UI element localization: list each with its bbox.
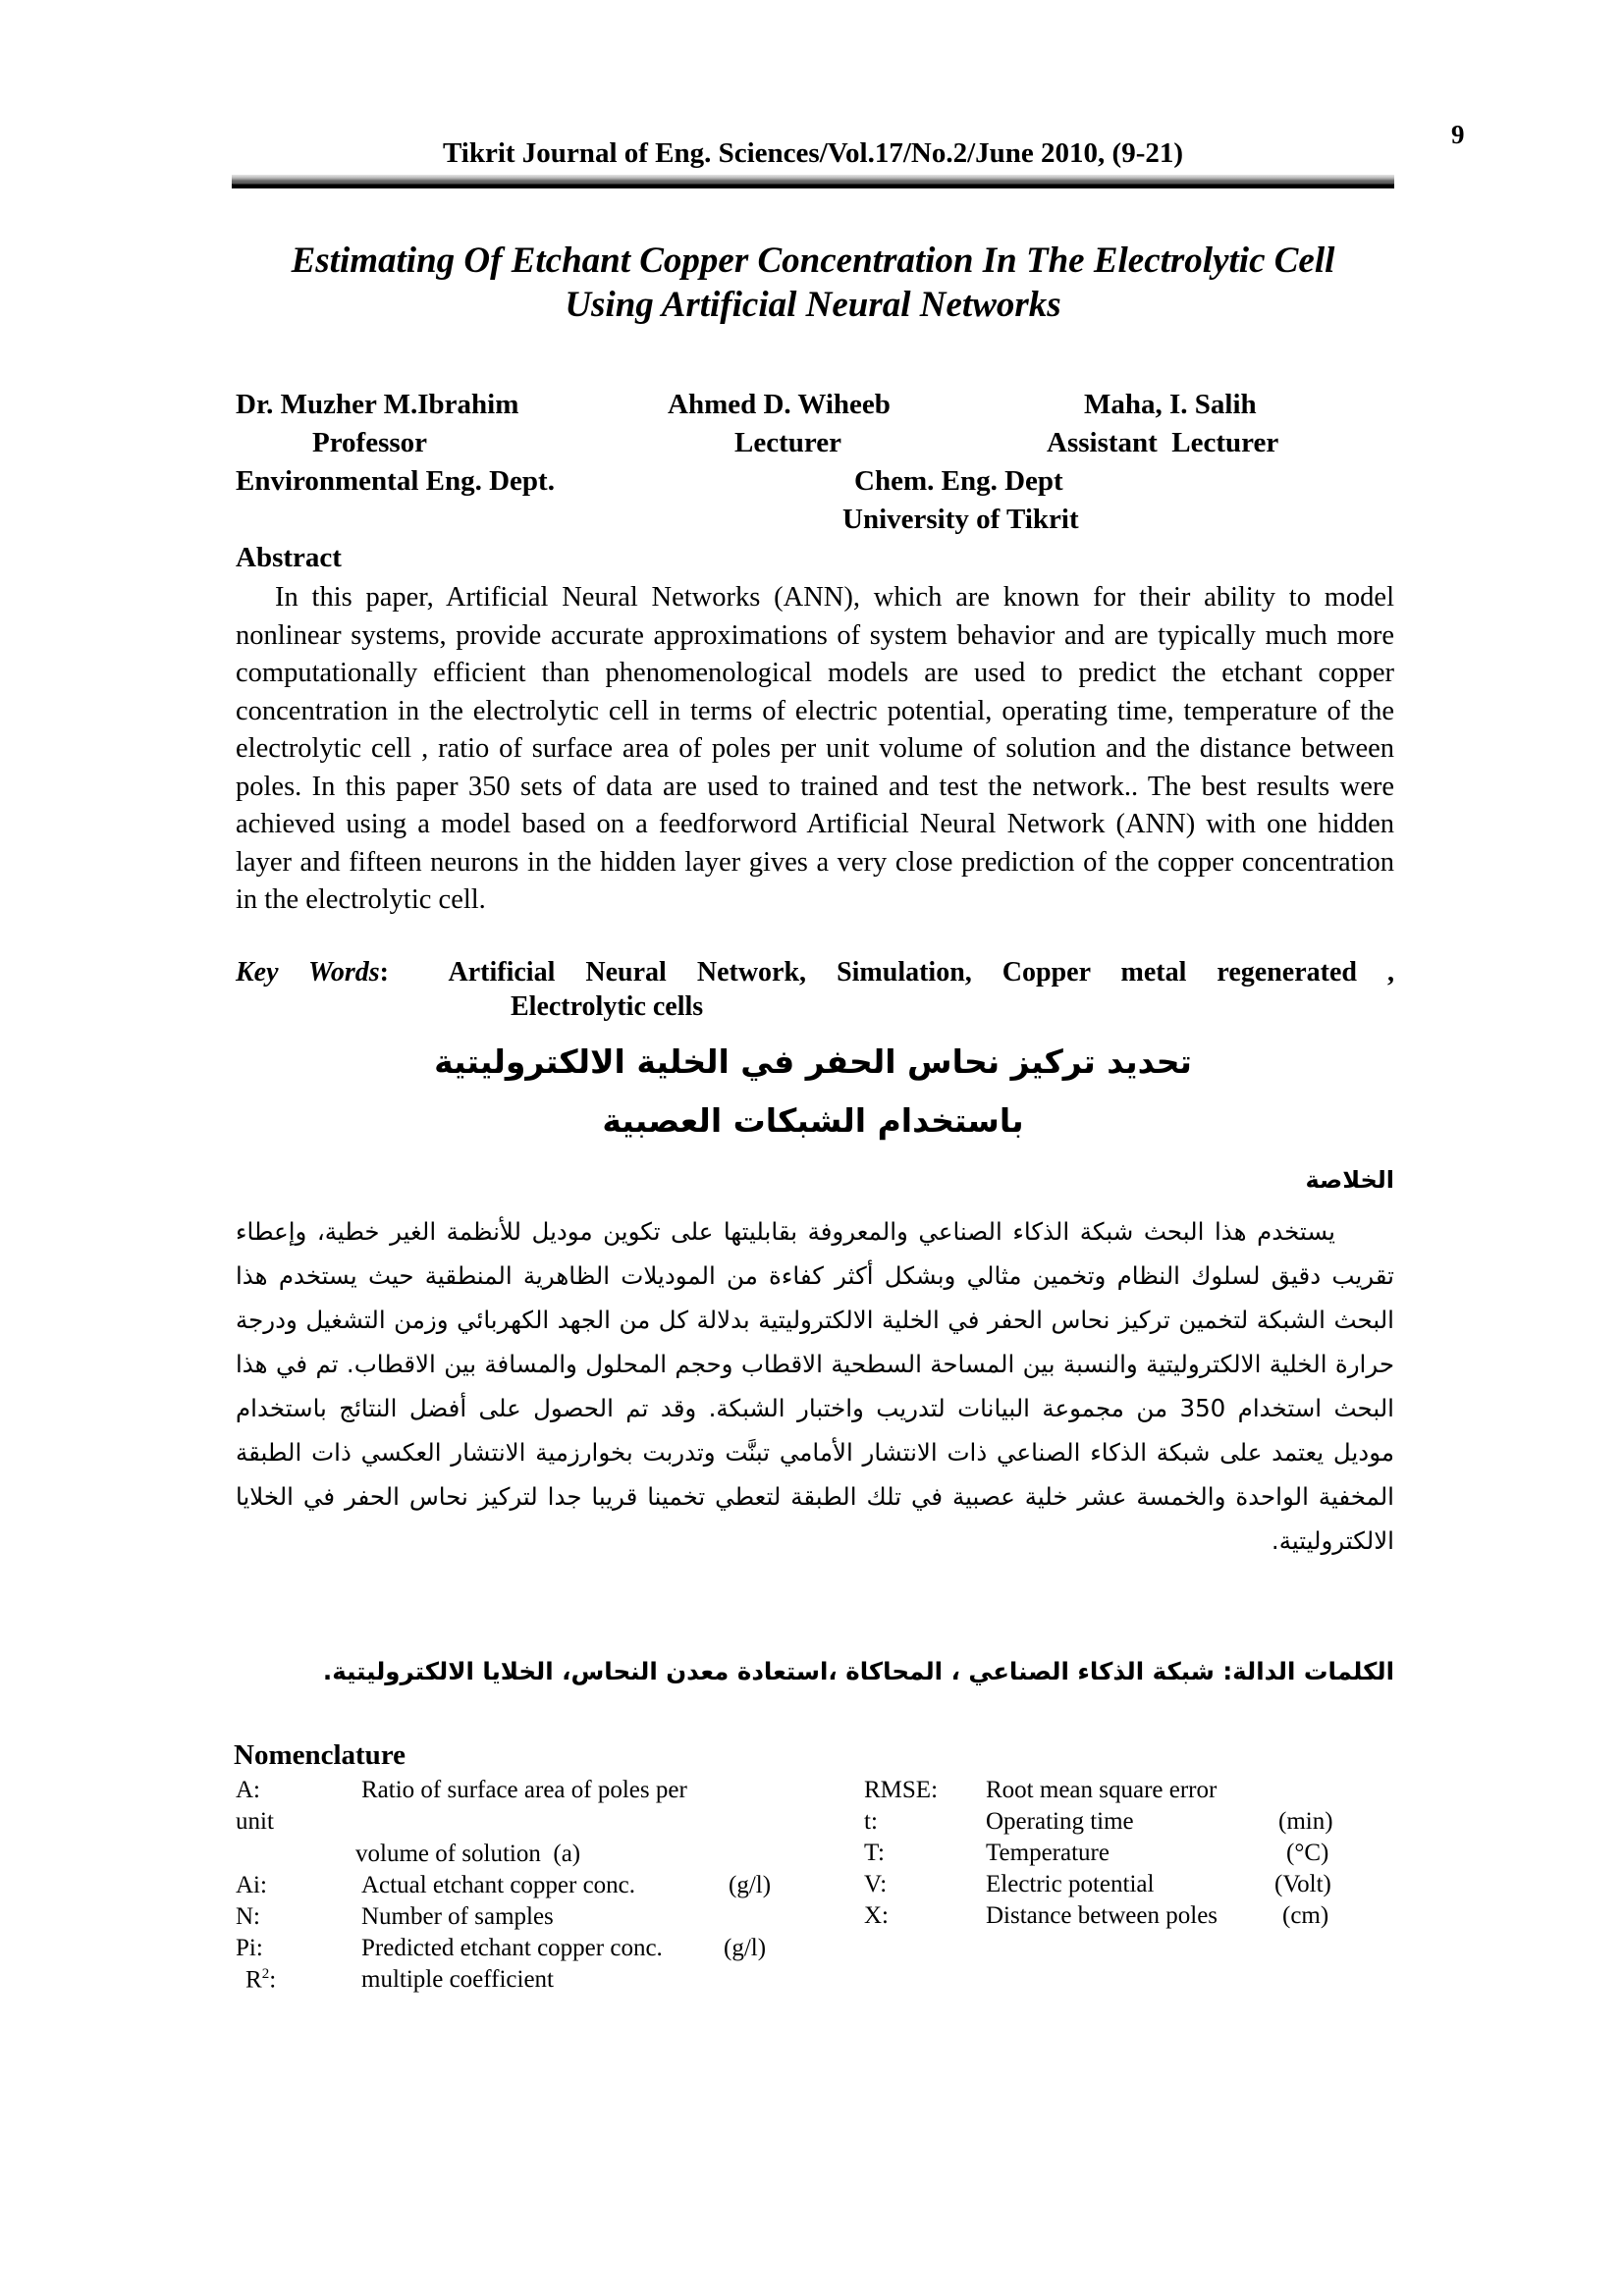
arabic-keywords: الكلمات الدالة: شبكة الذكاء الصناعي ، المحاكاة ،استعادة معدن النحاس، الخلايا الالكتروليتية.	[322, 1657, 1394, 1685]
nom-description: Predicted etchant copper conc.	[361, 1935, 663, 1961]
header-rule	[232, 175, 1394, 188]
nom-description: multiple coefficient	[361, 1966, 554, 1993]
nom-symbol-suffix: :	[269, 1966, 277, 1994]
nom-description: Temperature	[986, 1840, 1110, 1866]
keywords-colon: :	[379, 957, 389, 988]
abstract-heading: Abstract	[236, 542, 342, 573]
author-2-name: Ahmed D. Wiheeb	[668, 389, 891, 420]
nom-unit: (°C)	[1286, 1840, 1329, 1866]
nom-description: Number of samples	[361, 1903, 554, 1930]
arabic-abstract-text: يستخدم هذا البحث شبكة الذكاء الصناعي والمعروفة بقابليتها على تكوين موديل للأنظمة الغير خطية، وإعطاء تقريب دقيق لسلوك النظام وتخمين مثالي وبشكل أكثر كفاءة من الموديلات الظاهرية المنطقية حيث يستخدم هذا البحث الشبكة لتخمين تركيز نحاس الحفر في الخلية الالكتروليتية بدلالة كل من الجهد الكهربائي وزمن التشغيل ودرجة حرارة الخلية الالكتروليتية والنسبة بين المساحة السطحية الاقطاب وحجم المحلول والمسافة بين الاقطاب. تم في هذا البحث استخدام 350 من مجموعة البيانات لتدريب واختبار الشبكة. وقد تم الحصول على أفضل النتائج باستخدام موديل يعتمد على شبكة الذكاء الصناعي ذات الانتشار الأمامي تبنَّت وتدربت بخوارزمية الانتشار العكسي ذات الطبقة المخفية الواحدة والخمسة عشر خلية عصبية في تلك الطبقة لتعطي تخمينا قريبا جدا لتركيز نحاس الحفر في الخلايا الالكتروليتية.	[236, 1217, 1394, 1555]
nom-description: volume of solution (a)	[355, 1841, 581, 1867]
nom-unit: (Volt)	[1274, 1871, 1331, 1897]
nom-unit: (g/l)	[729, 1872, 772, 1898]
nomenclature-heading: Nomenclature	[234, 1739, 406, 1771]
nom-unit: (cm)	[1282, 1902, 1329, 1929]
author-1-position: Professor	[312, 427, 428, 458]
arabic-abstract-heading: الخلاصة	[1305, 1166, 1394, 1194]
nom-symbol: unit	[236, 1808, 274, 1835]
keywords-text: Artificial Neural Network, Simulation, Copper metal regenerated ,	[448, 957, 1394, 988]
nom-description: Operating time	[986, 1808, 1134, 1835]
nom-unit: (min)	[1278, 1808, 1333, 1835]
affiliation-university: University of Tikrit	[842, 504, 1079, 535]
keywords-line	[236, 957, 1394, 988]
keywords-label: Key Words	[236, 957, 380, 988]
nom-description: Ratio of surface area of poles per	[361, 1777, 687, 1803]
nom-symbol-superscript: 2	[261, 1966, 270, 1982]
nom-symbol: T:	[864, 1840, 885, 1866]
author-3-name: Maha, I. Salih	[1084, 389, 1257, 420]
nom-symbol: N:	[236, 1903, 260, 1930]
running-head: Tikrit Journal of Eng. Sciences/Vol.17/No.2/June 2010, (9-21)	[442, 137, 1184, 169]
abstract-text: In this paper, Artificial Neural Networks (ANN), which are known for their ability to model nonlinear systems, provide accurate approximations of system behavior and are typically much more computationally efficient than phenomenological models are used to predict the etchant copper concentration in the electrolytic cell in terms of electric potential, operating time, temperature of the electrolytic cell , ratio of surface area of poles per unit volume of solution and the distance between poles. In this paper 350 sets of data are used to trained and test the network.. The best results were achieved using a model based on a feedforword Artificial Neural Network (ANN) with one hidden layer and fifteen neurons in the hidden layer gives a very close prediction of the copper concentration in the electrolytic cell.	[236, 582, 1394, 915]
nom-symbol: Ai:	[236, 1872, 267, 1898]
author-1-department: Environmental Eng. Dept.	[236, 465, 555, 497]
keywords-continuation: Electrolytic cells	[511, 991, 704, 1022]
nom-description: Root mean square error	[986, 1777, 1218, 1803]
paper-title-line-2: Using Artificial Neural Networks	[565, 285, 1061, 325]
affiliation-department: Chem. Eng. Dept	[854, 465, 1063, 497]
nom-description: Distance between poles	[986, 1902, 1218, 1929]
nom-symbol: t:	[864, 1808, 878, 1835]
nom-description: Electric potential	[986, 1871, 1155, 1897]
nom-symbol: RMSE:	[864, 1777, 939, 1803]
arabic-title-line-2: باستخدام الشبكات العصبية	[602, 1101, 1024, 1140]
nom-symbol: V:	[864, 1871, 888, 1897]
nom-symbol: X:	[864, 1902, 889, 1929]
nom-symbol-base: R	[245, 1966, 262, 1994]
author-1-name: Dr. Muzher M.Ibrahim	[236, 389, 519, 420]
author-2-position: Lecturer	[734, 427, 841, 458]
nom-description: Actual etchant copper conc.	[361, 1872, 636, 1898]
nom-symbol: A:	[236, 1777, 260, 1803]
nom-symbol: Pi:	[236, 1935, 263, 1961]
nom-symbol-r-squared	[245, 1966, 276, 1994]
paper-title-line-1: Estimating Of Etchant Copper Concentration In The Electrolytic Cell	[291, 240, 1335, 281]
page-number: 9	[1451, 120, 1465, 149]
nom-unit: (g/l)	[724, 1935, 767, 1961]
arabic-title-line-1: تحديد تركيز نحاس الحفر في الخلية الالكتروليتية	[434, 1042, 1192, 1081]
author-3-position: Assistant Lecturer	[1047, 427, 1279, 458]
